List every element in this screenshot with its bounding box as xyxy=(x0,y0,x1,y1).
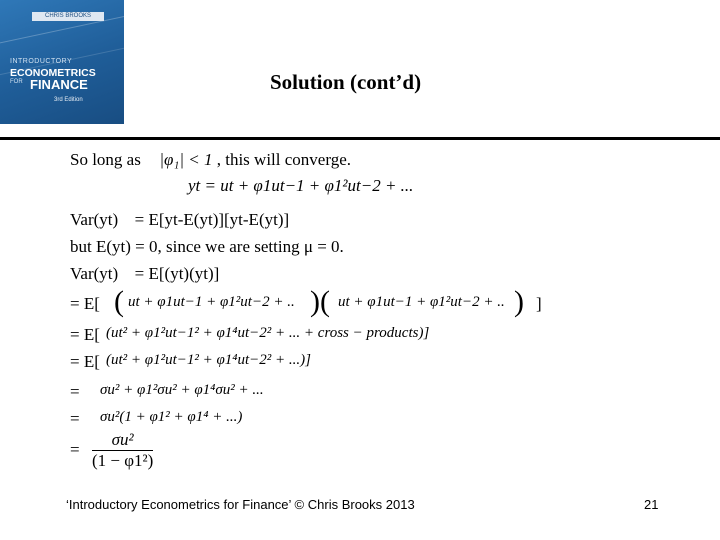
cover-edition: 3rd Edition xyxy=(54,97,83,103)
book-cover-image xyxy=(0,0,124,124)
final-fraction xyxy=(92,430,153,471)
slide-title: Solution (cont’d) xyxy=(270,70,422,94)
convergence-prefix: So long as xyxy=(70,150,141,169)
expansion-1-right-factor: ut + φ1ut−1 + φ1²ut−2 + .. xyxy=(338,294,505,310)
convergence-condition: |φ₁| < 1 xyxy=(159,150,213,169)
title-divider xyxy=(0,137,720,140)
cover-author: CHRIS BROOKS xyxy=(32,12,104,21)
cover-title-line1: INTRODUCTORY xyxy=(10,58,73,65)
expansion-5-terms: σu²(1 + φ1² + φ1⁴ + ...) xyxy=(100,409,243,425)
expansion-line-3-prefix: = E[ xyxy=(70,352,100,371)
footer-citation: ‘Introductory Econometrics for Finance’ © Chris Brooks 2013 xyxy=(66,497,415,512)
expansion-line-1-prefix: = E[ xyxy=(70,294,100,313)
expansion-1-left-factor: ut + φ1ut−1 + φ1²ut−2 + .. xyxy=(128,294,295,310)
fraction-numerator: σu² xyxy=(92,430,153,451)
cover-title-line2: ECONOMETRICS xyxy=(10,67,96,79)
expansion-line-6-prefix: = xyxy=(70,440,80,459)
open-paren-left: ( xyxy=(114,285,124,318)
expansion-3-terms: (ut² + φ1²ut−1² + φ1⁴ut−2² + ...)] xyxy=(106,352,311,368)
yt-expansion-equation: yt = ut + φ1ut−1 + φ1²ut−2 + ... xyxy=(188,176,414,195)
variance-simplified xyxy=(70,264,219,284)
expansion-4-terms: σu² + φ1²σu² + φ1⁴σu² + ... xyxy=(100,382,264,398)
variance-simplified-rhs: = E[(yt)(yt)] xyxy=(134,264,220,283)
fraction-denominator: (1 − φ1²) xyxy=(92,451,154,470)
variance-label-2: Var(yt) xyxy=(70,264,119,283)
expansion-line-5-prefix: = xyxy=(70,409,80,428)
page-number: 21 xyxy=(644,497,659,512)
zero-mean-statement: but E(yt) = 0, since we are setting μ = 0. xyxy=(70,237,344,256)
expansion-line-4-prefix: = xyxy=(70,382,80,401)
close-paren-right: ) xyxy=(514,285,524,318)
close-open-paren: )( xyxy=(310,285,330,318)
convergence-line xyxy=(70,150,351,170)
cover-title-line4: FINANCE xyxy=(30,77,88,92)
variance-definition xyxy=(70,210,289,230)
variance-definition-rhs: = E[yt-E(yt)][yt-E(yt)] xyxy=(134,210,290,229)
cover-title-line3: FOR xyxy=(10,79,23,85)
variance-label: Var(yt) xyxy=(70,210,119,229)
expansion-line-1-close: ] xyxy=(536,294,542,313)
convergence-suffix: , this will converge. xyxy=(216,150,351,169)
expansion-line-2-prefix: = E[ xyxy=(70,325,100,344)
expansion-2-terms: (ut² + φ1²ut−1² + φ1⁴ut−2² + ... + cross − products)] xyxy=(106,325,430,341)
